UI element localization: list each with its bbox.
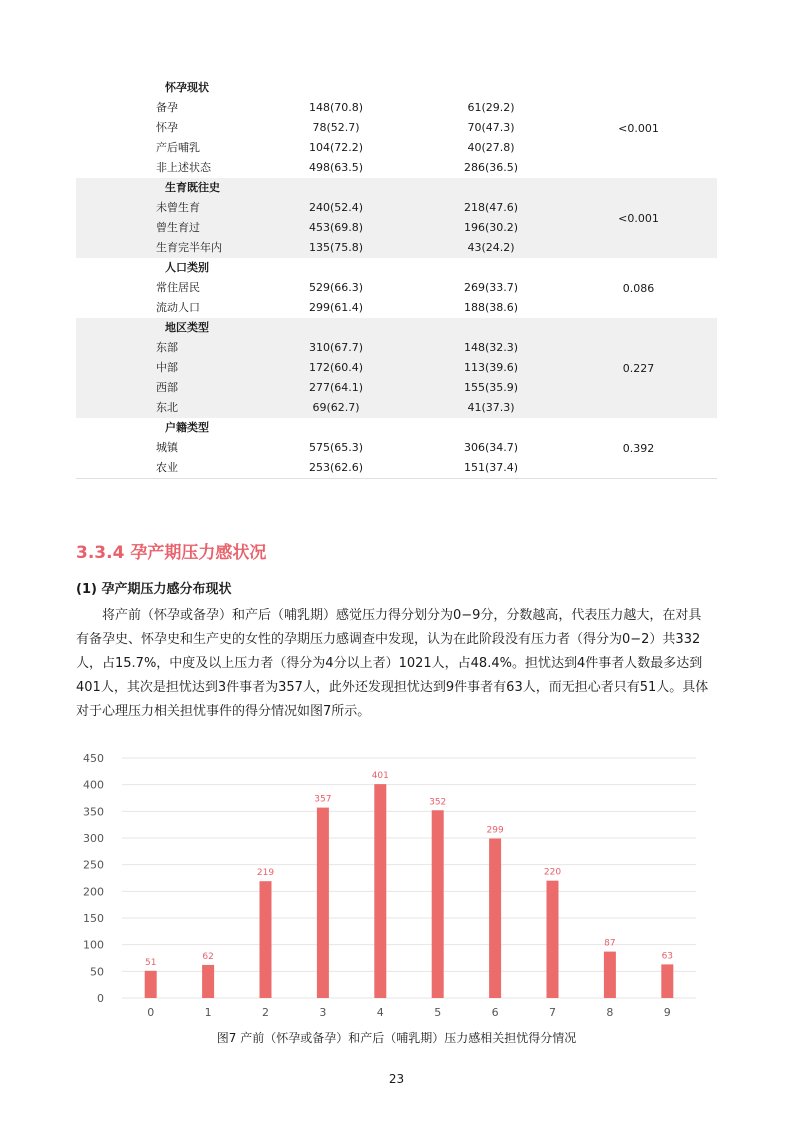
paragraph-line: 人，占15.7%，中度及以上压力者（得分为4分以上者）1021人，占48.4%。担忧达到4件事者人数最多达到 [76,656,703,671]
p-value: <0.001 [618,121,659,135]
worry-score-bar-chart [76,748,706,1018]
table-group [76,318,717,418]
bar [145,971,157,998]
cell-b: 43(24.2) [467,241,515,254]
cell-b: 286(36.5) [463,161,519,174]
cell-b: 306(34.7) [463,441,519,454]
row-label: 东北 [156,401,178,414]
paragraph-line: 对于心理压力相关担忧事件的得分情况如图7所示。 [76,704,371,719]
cell-b: 41(37.3) [467,401,515,414]
row-label: 常住居民 [156,281,200,294]
cell-a: 69(62.7) [312,401,360,414]
bar [604,952,616,998]
y-tick-label: 100 [83,938,104,952]
bar [489,839,501,998]
row-label: 未曾生育 [156,201,200,214]
group-header: 地区类型 [165,321,209,334]
y-tick-label: 50 [90,965,104,979]
cell-b: 113(39.6) [463,361,519,374]
cell-a: 253(62.6) [308,461,364,474]
cell-b: 70(47.3) [467,121,515,134]
bar [202,965,214,998]
y-tick-label: 350 [83,805,104,819]
row-label: 中部 [156,361,178,374]
x-tick-label: 3 [319,1006,327,1018]
group-header: 人口类别 [165,261,209,274]
paragraph-line: 将产前（怀孕或备孕）和产后（哺乳期）感觉压力得分划分为0−9分，分数越高，代表压力越大，在对具 [76,608,702,623]
row-label: 西部 [156,381,178,394]
page-number: 23 [388,1072,405,1086]
cell-a: 453(69.8) [308,221,364,234]
cell-b: 151(37.4) [463,461,519,474]
data-label: 401 [371,771,389,782]
y-tick-label: 250 [83,858,104,872]
row-label: 生育完半年内 [156,241,222,254]
subsection-title: (1) 孕产期压力感分布现状 [76,582,232,597]
row-label: 流动人口 [156,301,200,314]
cell-a: 240(52.4) [308,201,364,214]
x-tick-label: 8 [606,1006,614,1018]
table-group [76,418,717,478]
row-label: 非上述状态 [156,161,211,174]
x-tick-label: 7 [549,1006,556,1018]
cell-b: 148(32.3) [463,341,519,354]
group-header: 户籍类型 [165,421,209,434]
cell-a: 78(52.7) [312,121,360,134]
paragraph-line: 401人，其次是担忧达到3件事者为357人，此外还发现担忧达到9件事者有63人，而无担心者只有51人。具体 [76,680,709,695]
data-label: 299 [486,825,504,836]
row-label: 城镇 [156,441,178,454]
p-value: 0.086 [622,281,655,295]
y-tick-label: 400 [83,778,104,792]
data-label: 352 [429,797,447,808]
bar [432,810,444,998]
x-tick-label: 9 [663,1006,671,1018]
cell-a: 277(64.1) [308,381,364,394]
cell-a: 172(60.4) [308,361,364,374]
cell-a: 498(63.5) [308,161,364,174]
table-group [76,258,717,318]
bar [317,808,329,998]
x-tick-label: 4 [376,1006,384,1018]
data-label: 219 [256,868,275,879]
row-label: 曾生育过 [156,221,200,234]
data-label: 63 [661,951,674,962]
figure-caption: 图7 产前（怀孕或备孕）和产后（哺乳期）压力感相关担忧得分情况 [216,1031,577,1045]
data-label: 220 [543,867,562,878]
cell-a: 529(66.3) [308,281,364,294]
group-header: 怀孕现状 [165,81,209,94]
cell-b: 196(30.2) [463,221,519,234]
cell-a: 310(67.7) [308,341,364,354]
data-label: 62 [202,951,214,962]
bar [547,881,559,998]
table-group [76,78,717,178]
y-tick-label: 300 [83,832,104,845]
x-tick-label: 6 [491,1006,499,1018]
table-bottom-rule [76,478,717,479]
bar [374,784,386,998]
cell-a: 148(70.8) [308,101,364,114]
cell-b: 61(29.2) [467,101,515,114]
cell-b: 188(38.6) [463,301,519,314]
cell-a: 575(65.3) [308,441,364,454]
paragraph-line: 有备孕史、怀孕史和生产史的女性的孕期压力感调查中发现，认为在此阶段没有压力者（得分为0−2）共332 [76,632,701,647]
row-label: 备孕 [156,101,178,114]
section-title: 3.3.4 孕产期压力感状况 [76,543,267,563]
cell-a: 104(72.2) [308,141,364,154]
cell-b: 269(33.7) [463,281,519,294]
data-label: 51 [144,957,157,968]
bar [661,964,673,998]
row-label: 产后哺乳 [156,141,200,154]
p-value: 0.392 [622,441,655,455]
row-label: 东部 [156,341,178,354]
y-tick-label: 150 [83,912,104,925]
body-paragraph [76,604,718,724]
y-tick-label: 450 [83,752,104,765]
p-value: <0.001 [618,211,659,225]
data-label: 87 [604,938,616,949]
x-tick-label: 5 [434,1006,442,1018]
group-header: 生育既往史 [165,181,220,194]
x-tick-label: 1 [204,1006,212,1018]
data-label: 357 [314,794,332,805]
cell-b: 155(35.9) [463,381,519,394]
cell-b: 40(27.8) [467,141,515,154]
y-tick-label: 200 [83,885,104,899]
row-label: 怀孕 [156,121,178,134]
cell-b: 218(47.6) [463,201,519,214]
cell-a: 135(75.8) [308,241,364,254]
table-group [76,178,717,258]
row-label: 农业 [156,461,178,474]
demographics-table [76,78,717,479]
bar [260,881,272,998]
p-value: 0.227 [622,361,655,375]
y-tick-label: 0 [97,992,104,1005]
cell-a: 299(61.4) [308,301,364,314]
x-tick-label: 0 [147,1006,155,1018]
x-tick-label: 2 [262,1006,269,1018]
